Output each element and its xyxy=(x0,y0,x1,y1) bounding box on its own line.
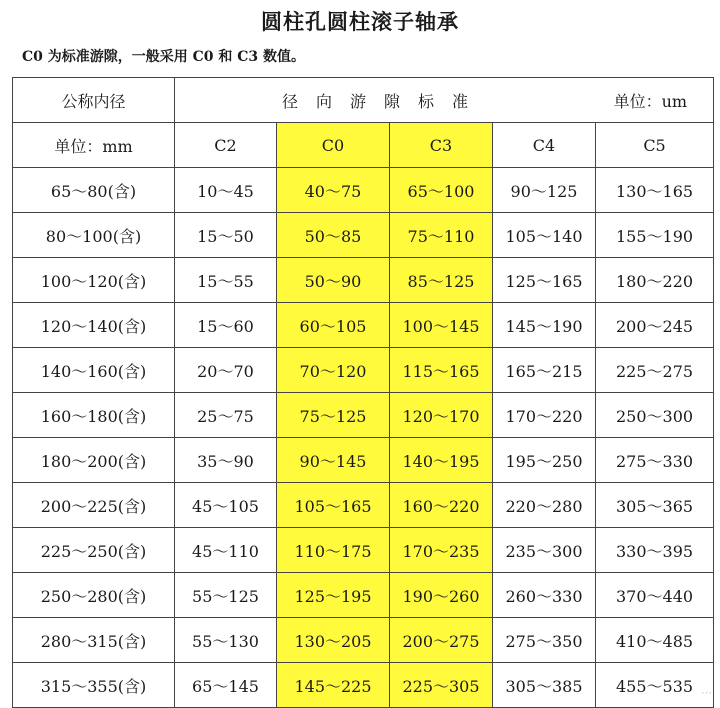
class-header-c4: C4 xyxy=(493,123,596,168)
table-row xyxy=(13,528,714,573)
header-row xyxy=(13,78,714,123)
table-row xyxy=(13,213,714,258)
clearance-cell-c2: 15～55 xyxy=(175,258,277,303)
clearance-cell-c0: 130～205 xyxy=(277,618,390,663)
clearance-cell-c3: 225～305 xyxy=(390,663,493,708)
clearance-cell-c3: 190～260 xyxy=(390,573,493,618)
table-row xyxy=(13,573,714,618)
clearance-cell-c3: 65～100 xyxy=(390,168,493,213)
clearance-cell-c2: 15～60 xyxy=(175,303,277,348)
clearance-cell-c0: 110～175 xyxy=(277,528,390,573)
clearance-cell-c2: 65～145 xyxy=(175,663,277,708)
clearance-cell-c5: 275～330 xyxy=(596,438,714,483)
table-row xyxy=(13,348,714,393)
clearance-cell-c4: 165～215 xyxy=(493,348,596,393)
clearance-cell-c2: 20～70 xyxy=(175,348,277,393)
bore-range-cell: 100～120(含) xyxy=(13,258,175,303)
clearance-cell-c5: 225～275 xyxy=(596,348,714,393)
radial-title: 径向游隙标准 xyxy=(282,91,487,111)
table-row xyxy=(13,483,714,528)
watermark: ⋯ xyxy=(701,686,712,699)
clearance-cell-c2: 55～130 xyxy=(175,618,277,663)
bore-range-cell: 80～100(含) xyxy=(13,213,175,258)
clearance-cell-c4: 220～280 xyxy=(493,483,596,528)
clearance-cell-c3: 140～195 xyxy=(390,438,493,483)
clearance-note: C0 为标准游隙，一般采用 C0 和 C3 数值。 xyxy=(22,49,306,65)
page-title: 圆柱孔圆柱滚子轴承 xyxy=(261,9,459,34)
radial-clearance-header xyxy=(175,78,714,123)
radial-unit: 单位：um xyxy=(613,91,688,111)
bore-range-cell: 65～80(含) xyxy=(13,168,175,213)
bore-range-cell: 160～180(含) xyxy=(13,393,175,438)
clearance-table xyxy=(12,77,714,708)
clearance-cell-c5: 410～485 xyxy=(596,618,714,663)
bore-range-cell: 180～200(含) xyxy=(13,438,175,483)
clearance-cell-c0: 145～225 xyxy=(277,663,390,708)
clearance-cell-c2: 15～50 xyxy=(175,213,277,258)
clearance-cell-c5: 250～300 xyxy=(596,393,714,438)
bore-range-cell: 315～355(含) xyxy=(13,663,175,708)
clearance-cell-c4: 145～190 xyxy=(493,303,596,348)
bore-unit-label: 单位：mm xyxy=(13,123,175,168)
clearance-cell-c5: 200～245 xyxy=(596,303,714,348)
class-header-c2: C2 xyxy=(175,123,277,168)
table-row xyxy=(13,618,714,663)
clearance-cell-c5: 130～165 xyxy=(596,168,714,213)
clearance-cell-c2: 35～90 xyxy=(175,438,277,483)
clearance-cell-c4: 105～140 xyxy=(493,213,596,258)
bore-range-cell: 140～160(含) xyxy=(13,348,175,393)
bore-range-cell: 250～280(含) xyxy=(13,573,175,618)
bore-range-cell: 120～140(含) xyxy=(13,303,175,348)
bore-range-cell: 200～225(含) xyxy=(13,483,175,528)
clearance-cell-c3: 100～145 xyxy=(390,303,493,348)
table-row xyxy=(13,258,714,303)
clearance-cell-c3: 75～110 xyxy=(390,213,493,258)
clearance-cell-c3: 85～125 xyxy=(390,258,493,303)
class-header-row xyxy=(13,123,714,168)
clearance-cell-c4: 305～385 xyxy=(493,663,596,708)
clearance-cell-c0: 70～120 xyxy=(277,348,390,393)
clearance-cell-c3: 120～170 xyxy=(390,393,493,438)
clearance-cell-c4: 125～165 xyxy=(493,258,596,303)
table-row xyxy=(13,303,714,348)
clearance-cell-c0: 125～195 xyxy=(277,573,390,618)
clearance-cell-c3: 170～235 xyxy=(390,528,493,573)
table-row xyxy=(13,438,714,483)
clearance-cell-c4: 195～250 xyxy=(493,438,596,483)
clearance-cell-c0: 60～105 xyxy=(277,303,390,348)
clearance-cell-c3: 115～165 xyxy=(390,348,493,393)
clearance-cell-c2: 25～75 xyxy=(175,393,277,438)
clearance-cell-c4: 260～330 xyxy=(493,573,596,618)
table-row xyxy=(13,393,714,438)
clearance-cell-c2: 10～45 xyxy=(175,168,277,213)
clearance-cell-c5: 180～220 xyxy=(596,258,714,303)
class-header-c0: C0 xyxy=(277,123,390,168)
clearance-cell-c5: 155～190 xyxy=(596,213,714,258)
clearance-cell-c5: 305～365 xyxy=(596,483,714,528)
clearance-cell-c2: 45～110 xyxy=(175,528,277,573)
clearance-cell-c2: 45～105 xyxy=(175,483,277,528)
clearance-cell-c0: 50～90 xyxy=(277,258,390,303)
clearance-cell-c4: 275～350 xyxy=(493,618,596,663)
clearance-cell-c0: 40～75 xyxy=(277,168,390,213)
clearance-cell-c5: 370～440 xyxy=(596,573,714,618)
bore-range-cell: 225～250(含) xyxy=(13,528,175,573)
bore-header-label: 公称内径 xyxy=(13,78,175,123)
clearance-cell-c4: 90～125 xyxy=(493,168,596,213)
clearance-cell-c0: 90～145 xyxy=(277,438,390,483)
table-row xyxy=(13,168,714,213)
class-header-c3: C3 xyxy=(390,123,493,168)
clearance-cell-c3: 160～220 xyxy=(390,483,493,528)
clearance-cell-c0: 75～125 xyxy=(277,393,390,438)
clearance-cell-c5: 455～535 xyxy=(596,663,714,708)
clearance-cell-c5: 330～395 xyxy=(596,528,714,573)
clearance-cell-c4: 170～220 xyxy=(493,393,596,438)
clearance-cell-c4: 235～300 xyxy=(493,528,596,573)
clearance-cell-c0: 50～85 xyxy=(277,213,390,258)
clearance-cell-c0: 105～165 xyxy=(277,483,390,528)
class-header-c5: C5 xyxy=(596,123,714,168)
clearance-cell-c2: 55～125 xyxy=(175,573,277,618)
clearance-cell-c3: 200～275 xyxy=(390,618,493,663)
bore-range-cell: 280～315(含) xyxy=(13,618,175,663)
